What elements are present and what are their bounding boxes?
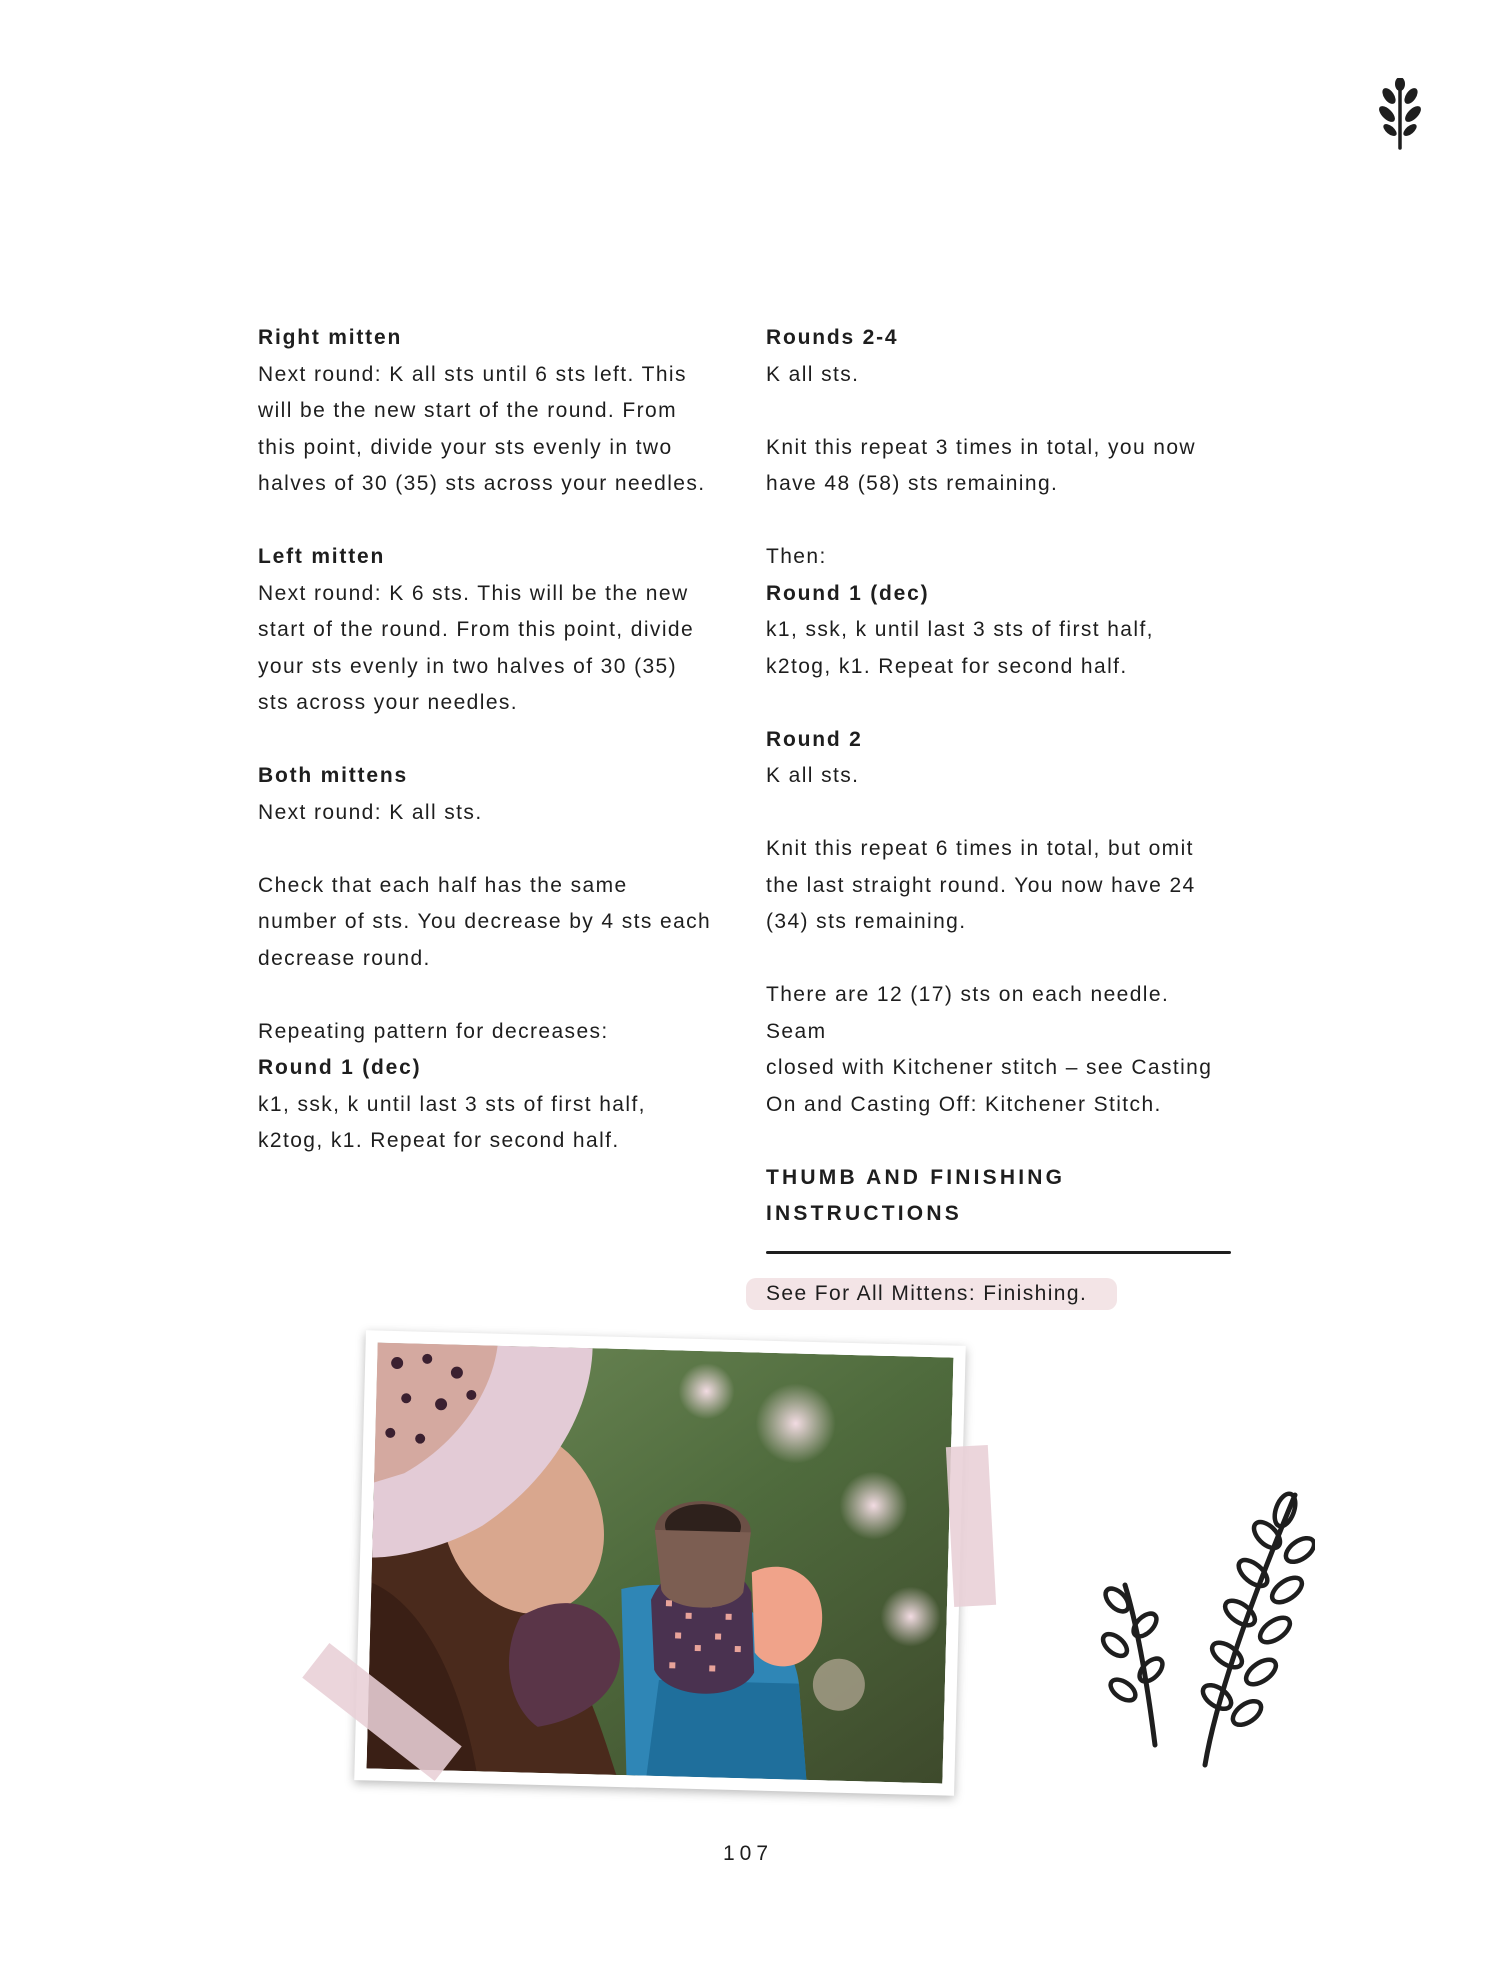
right-mitten-line: halves of 30 (35) sts across your needles. [258, 472, 706, 495]
repeat-three-line: Knit this repeat 3 times in total, you now [766, 435, 1196, 459]
left-mitten-line: your sts evenly in two halves of 30 (35) [258, 654, 678, 678]
repeat-six-line: (34) sts remaining. [766, 910, 967, 933]
thumb-finishing-heading: INSTRUCTIONS [766, 1202, 962, 1225]
both-mittens-line: Next round: K all sts. [258, 800, 483, 824]
photo-container [360, 1338, 980, 1808]
right-mitten-line: Next round: K all sts until 6 sts left. This [258, 362, 687, 386]
right-mitten-line: will be the new start of the round. From [258, 399, 677, 422]
thumb-finishing-heading: THUMB AND FINISHING [766, 1165, 1066, 1189]
left-mitten-line: Next round: K 6 sts. This will be the new [258, 581, 689, 605]
check-line: Check that each half has the same [258, 873, 628, 897]
right-mitten-heading: Right mitten [258, 326, 403, 349]
both-mittens-heading: Both mittens [258, 764, 408, 787]
left-mitten-line: sts across your needles. [258, 691, 519, 714]
then-label: Then: [766, 545, 827, 568]
check-line: number of sts. You decrease by 4 sts each [258, 910, 712, 933]
page-number: 107 [722, 1842, 774, 1865]
sprig-icon [1378, 78, 1422, 150]
mitten-photo [367, 1343, 954, 1784]
round-2-heading: Round 2 [766, 727, 863, 751]
repeat-six-line: the last straight round. You now have 24 [766, 873, 1196, 897]
tape-strip [946, 1445, 996, 1607]
check-line: decrease round. [258, 946, 431, 970]
round-1-dec-heading: Round 1 (dec) [258, 1056, 422, 1079]
photo-frame [354, 1330, 966, 1796]
right-mitten-line: this point, divide your sts evenly in two [258, 435, 673, 459]
repeating-intro: Repeating pattern for decreases: [258, 1019, 609, 1043]
round-1-dec-heading: Round 1 (dec) [766, 581, 930, 605]
repeat-six-line: Knit this repeat 6 times in total, but omit [766, 837, 1194, 860]
rounds-2-4-heading: Rounds 2-4 [766, 326, 899, 349]
then-line: k1, ssk, k until last 3 sts of first half, [766, 618, 1154, 641]
photo [367, 1343, 954, 1784]
section-divider [766, 1251, 1231, 1254]
fern-illustration-icon [1095, 1475, 1315, 1775]
rounds-2-4-line: K all sts. [766, 362, 860, 386]
finishing-reference: See For All Mittens: Finishing. [746, 1278, 1117, 1310]
round-2-line: K all sts. [766, 764, 860, 787]
seam-line: closed with Kitchener stitch – see Casting [766, 1056, 1213, 1079]
left-column [258, 320, 728, 1160]
seam-line: There are 12 (17) sts on each needle. Seam [766, 983, 1170, 1043]
then-line: k2tog, k1. Repeat for second half. [766, 654, 1128, 678]
seam-line: On and Casting Off: Kitchener Stitch. [766, 1092, 1162, 1116]
left-mitten-heading: Left mitten [258, 545, 386, 568]
right-column [766, 320, 1236, 1312]
repeat-three-line: have 48 (58) sts remaining. [766, 472, 1059, 495]
repeating-line: k1, ssk, k until last 3 sts of first half, [258, 1092, 646, 1116]
repeating-line: k2tog, k1. Repeat for second half. [258, 1129, 620, 1152]
left-mitten-line: start of the round. From this point, divide [258, 618, 695, 641]
